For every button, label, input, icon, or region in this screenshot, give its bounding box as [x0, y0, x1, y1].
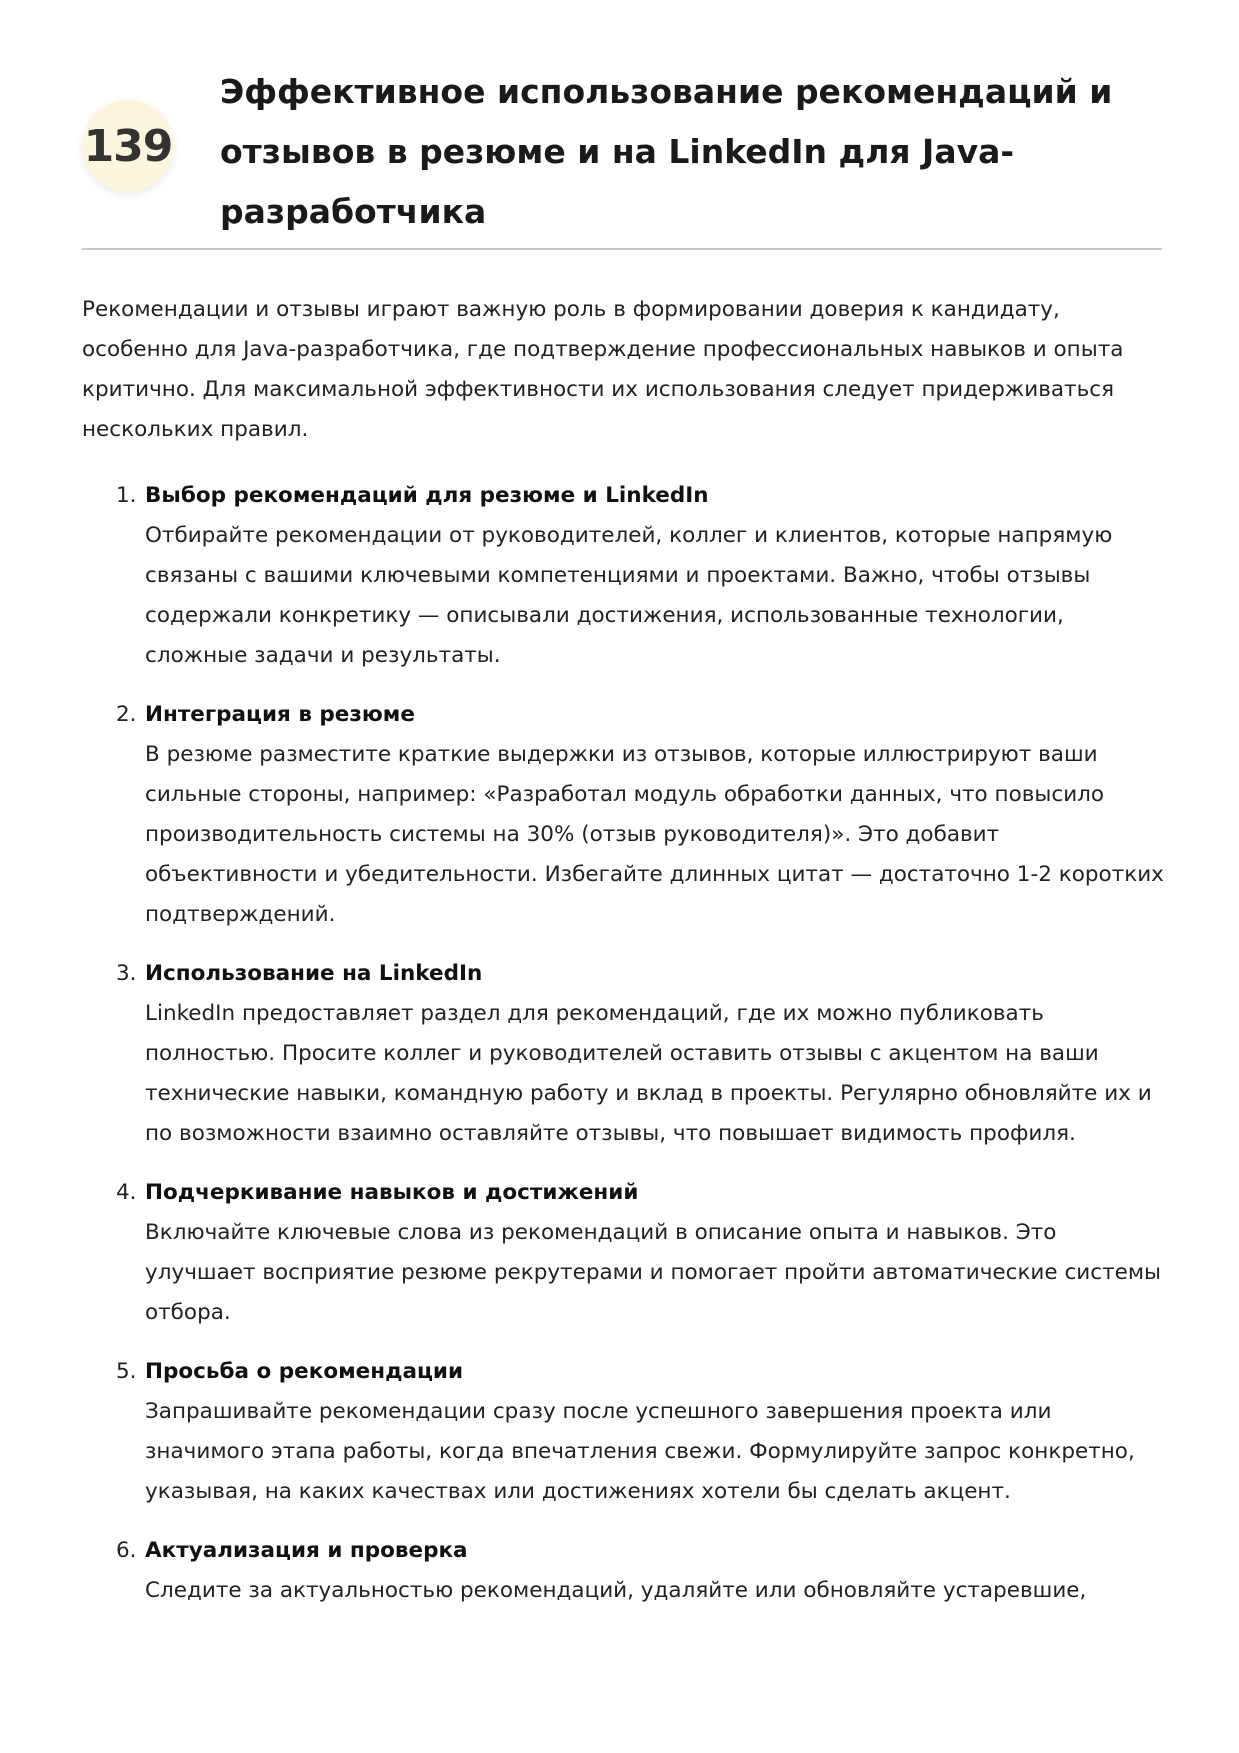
- list-item-title: Интеграция в резюме: [145, 702, 415, 727]
- list-item-number: 2.: [116, 702, 137, 727]
- list-item-title: Актуализация и проверка: [145, 1538, 468, 1563]
- intro-paragraph: Рекомендации и отзывы играют важную роль в формировании доверия к кандидату, особенно для Java-разработчика, где подтверждение профессиональных навыков и опыта критично. Для максимальной эффективности их использования следует придерживаться нескольких правил.: [82, 297, 1124, 442]
- list-item-text: Включайте ключевые слова из рекомендаций в описание опыта и навыков. Это улучшает восприятие резюме рекрутерами и помогает пройти автоматические системы отбора.: [145, 1220, 1162, 1325]
- list-item: [82, 695, 1164, 935]
- list-item-text: Отбирайте рекомендации от руководителей, коллег и клиентов, которые напрямую связаны с вашими ключевыми компетенциями и проектами. Важно, чтобы отзывы содержали конкретику — описывали достижения, использованные технологии, сложные задачи и результаты.: [145, 523, 1113, 668]
- list-item-number: 1.: [116, 483, 137, 508]
- list-item-title: Подчеркивание навыков и достижений: [145, 1180, 639, 1205]
- list-item: [82, 1531, 1164, 1611]
- list-item-number: 6.: [116, 1538, 137, 1563]
- recommendations-list: [82, 476, 1164, 1611]
- list-item-title: Просьба о рекомендации: [145, 1359, 464, 1384]
- list-item-number: 4.: [116, 1180, 137, 1205]
- chapter-number-badge: 139: [82, 100, 174, 192]
- list-item-title: Выбор рекомендаций для резюме и LinkedIn: [145, 483, 709, 508]
- list-item-text: LinkedIn предоставляет раздел для рекомендаций, где их можно публиковать полностью. Просите коллег и руководителей оставить отзывы с акцентом на ваши технические навыки, командную работу и вклад в проекты. Регулярно обновляйте их и по возможности взаимно оставляйте отзывы, что повышает видимость профиля.: [145, 1001, 1152, 1146]
- list-item-text: В резюме разместите краткие выдержки из отзывов, которые иллюстрируют ваши сильные стороны, например: «Разработал модуль обработки данных, что повысило производительность системы на 30% (отзыв руководителя)». Это добавит объективности и убедительности. Избегайте длинных цитат — достаточно 1-2 коротких подтверждений.: [145, 742, 1164, 927]
- list-item: [82, 1173, 1164, 1333]
- list-item-text: Запрашивайте рекомендации сразу после успешного завершения проекта или значимого этапа работы, когда впечатления свежи. Формулируйте запрос конкретно, указывая, на каких качествах или достижениях хотели бы сделать акцент.: [145, 1399, 1135, 1504]
- list-item: [82, 1352, 1164, 1512]
- list-item-number: 3.: [116, 961, 137, 986]
- list-item-title: Использование на LinkedIn: [145, 961, 483, 986]
- list-item: [82, 476, 1164, 676]
- chapter-title: Эффективное использование рекомендаций и отзывов в резюме и на LinkedIn для Java-разработчика: [220, 72, 1113, 231]
- list-item: [82, 954, 1164, 1154]
- chapter-header: [82, 62, 1162, 250]
- list-item-number: 5.: [116, 1359, 137, 1384]
- list-item-text: Следите за актуальностью рекомендаций, удаляйте или обновляйте устаревшие,: [145, 1578, 1087, 1603]
